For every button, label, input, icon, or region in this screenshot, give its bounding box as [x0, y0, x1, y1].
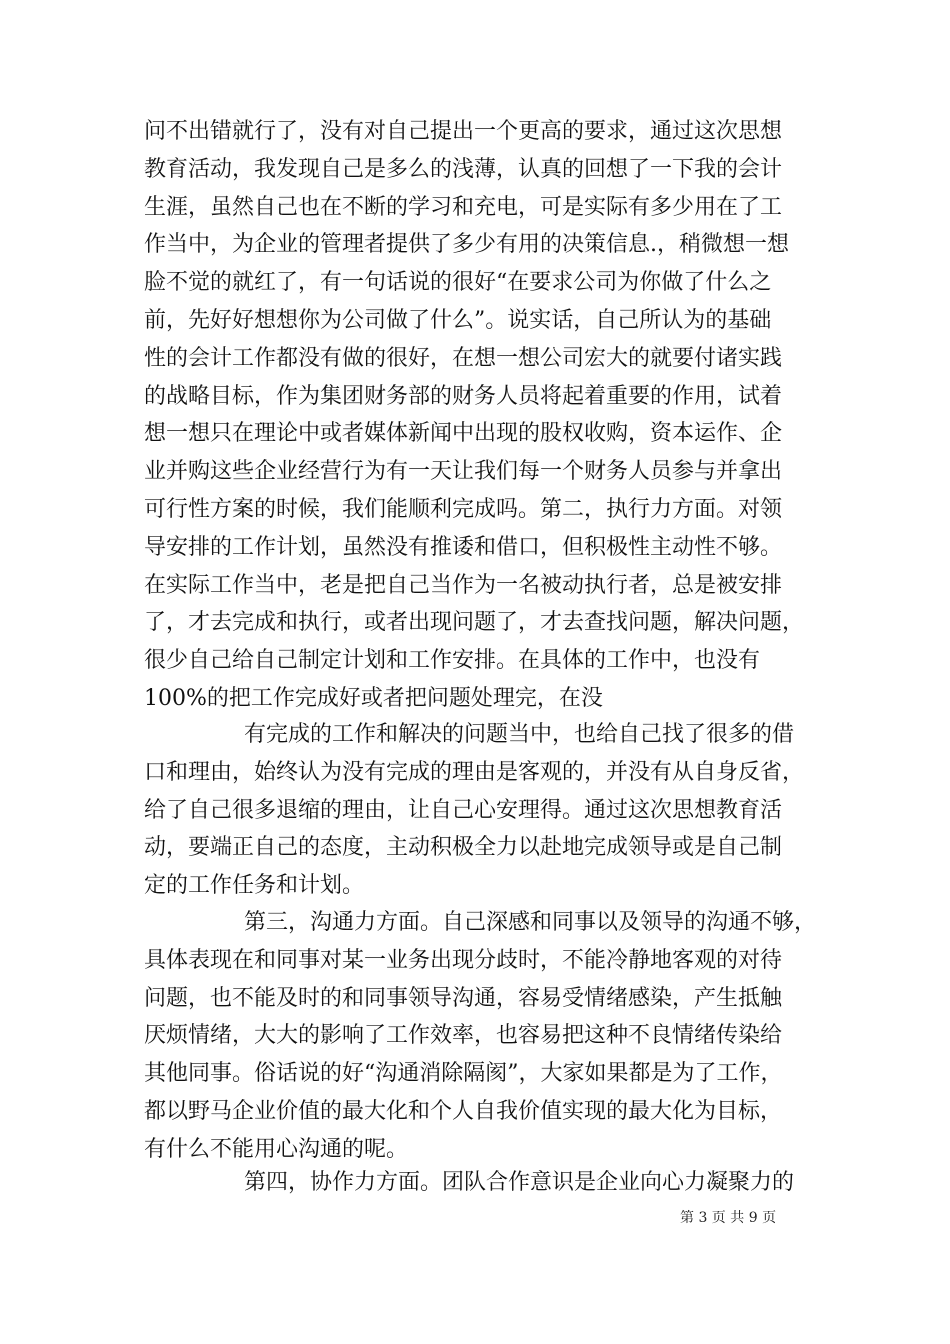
text-line: 作当中，为企业的管理者提供了多少有用的决策信息.，稍微想一想	[144, 232, 789, 258]
text-line: 有完成的工作和解决的问题当中，也给自己找了很多的借	[244, 722, 795, 747]
page-number-footer: 第 3 页 共 9 页	[680, 1210, 777, 1226]
text-line: 很少自己给自己制定计划和工作安排。在具体的工作中，也没有	[144, 648, 761, 674]
text-line: 前，先好好想想你为公司做了什么”。说实话，自己所认为的基础	[144, 307, 772, 333]
text-line: 口和理由，始终认为没有完成的理由是客观的，并没有从自身反省，	[144, 759, 805, 785]
text-line: 第四，协作力方面。团队合作意识是企业向心力凝聚力的	[244, 1170, 795, 1195]
text-line: 都以野马企业价值的最大化和个人自我价值实现的最大化为目标，	[144, 1098, 783, 1124]
text-line: 问不出错就行了，没有对自己提出一个更高的要求，通过这次思想	[144, 119, 783, 144]
text-line: 的战略目标，作为集团财务部的财务人员将起着重要的作用，试着	[144, 383, 783, 409]
text-line: 给了自己很多退缩的理由，让自己心安理得。通过这次思想教育活	[144, 797, 783, 823]
text-line: 想一想只在理论中或者媒体新闻中出现的股权收购，资本运作、企	[144, 421, 783, 447]
text-line: 第三，沟通力方面。自己深感和同事以及领导的沟通不够，	[244, 910, 817, 935]
text-line: 其他同事。俗话说的好“沟通消除隔阂”，大家如果都是为了工作，	[144, 1061, 783, 1087]
paragraph-3	[144, 904, 824, 1169]
paragraph-4	[144, 1164, 824, 1202]
text-line: 有什么不能用心沟通的呢。	[144, 1136, 409, 1162]
text-line: 了，才去完成和执行，或者出现问题了，才去查找问题，解决问题，	[144, 610, 805, 636]
text-line: 性的会计工作都没有做的很好，在想一想公司宏大的就要付诸实践	[144, 345, 783, 371]
text-line: 生涯，虽然自己也在不断的学习和充电，可是实际有多少用在了工	[144, 194, 783, 220]
text-line: 在实际工作当中，老是把自己当作为一名被动执行者，总是被安排	[144, 572, 783, 598]
text-line: 导安排的工作计划，虽然没有推诿和借口，但积极性主动性不够。	[144, 534, 783, 560]
text-line: 定的工作任务和计划。	[144, 873, 365, 899]
text-line: 100%的把工作完成好或者把问题处理完，在没	[144, 685, 603, 711]
text-line: 动，要端正自己的态度，主动积极全力以赴地完成领导或是自己制	[144, 835, 783, 861]
text-line: 教育活动，我发现自己是多么的浅薄，认真的回想了一下我的会计	[144, 156, 783, 182]
text-line: 具体表现在和同事对某一业务出现分歧时，不能冷静地客观的对待	[144, 947, 783, 973]
paragraph-2	[144, 716, 824, 905]
text-line: 业并购这些企业经营行为有一天让我们每一个财务人员参与并拿出	[144, 459, 783, 485]
text-line: 可行性方案的时候，我们能顺利完成吗。第二，执行力方面。对领	[144, 496, 783, 522]
text-line: 脸不觉的就红了，有一句话说的很好“在要求公司为你做了什么之	[144, 270, 772, 296]
text-line: 厌烦情绪，大大的影响了工作效率，也容易把这种不良情绪传染给	[144, 1023, 783, 1049]
text-line: 问题，也不能及时的和同事领导沟通，容易受情绪感染，产生抵触	[144, 985, 783, 1011]
paragraph-1	[144, 113, 824, 718]
